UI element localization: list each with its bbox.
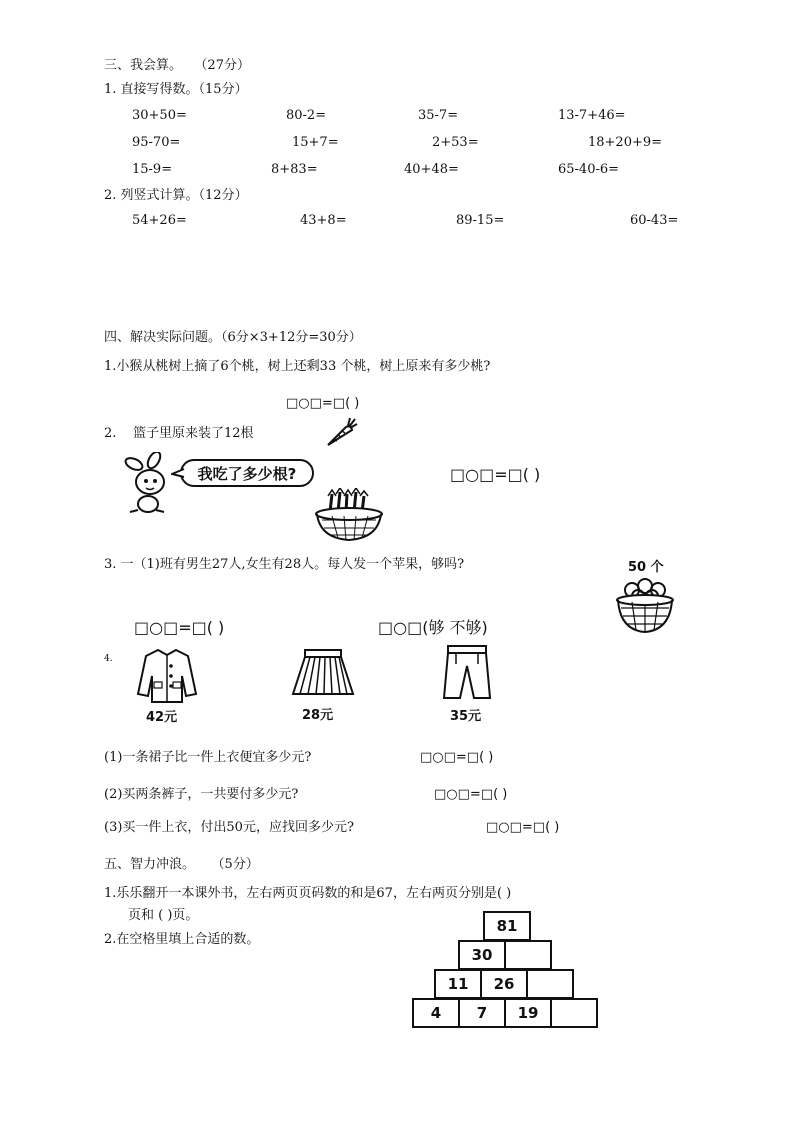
calc-item: 65-40-6= [558,162,620,177]
problem-2-number: 2. [104,426,117,441]
problem-4-q3: (3)买一件上衣，付出50元，应找回多少元? [104,820,354,835]
problem-4-f2: □○□=□( ) [434,787,508,802]
jacket-price: 42元 [146,710,178,725]
carrot-icon [322,415,358,449]
problem-3-formula-2: □○□(够 不够) [378,618,488,637]
pyramid-cell[interactable] [550,998,598,1028]
calc-item: 8+83= [271,162,318,177]
pyramid-cell[interactable] [504,940,552,970]
calc-item: 35-7= [418,108,459,123]
skirt-icon [291,648,355,698]
pyramid-cell: 30 [458,940,506,970]
calc-item: 40+48= [404,162,459,177]
vertical-calc-item: 43+8= [300,213,347,228]
section-5-q1-line1: 1.乐乐翻开一本课外书，左右两页页码数的和是67，左右两页分别是( ) [104,886,512,901]
apple-basket-icon [614,576,676,636]
section-5-title: 五、智力冲浪。 （5分） [104,857,259,872]
pyramid-cell: 4 [412,998,460,1028]
speech-bubble [180,459,314,487]
skirt-price: 28元 [302,708,334,723]
section-4-title: 四、解决实际问题。（6分×3+12分=30分） [104,330,362,345]
pyramid-cell: 81 [483,911,531,941]
speech-bubble-text: 我吃了多少根? [197,464,297,483]
carrot-basket-icon [312,488,386,544]
section-5-q2: 2.在空格里填上合适的数。 [104,932,260,947]
calc-item: 18+20+9= [588,135,663,150]
problem-1-formula: □○□=□( ) [286,396,360,411]
pyramid-cell: 7 [458,998,506,1028]
q1-label: 1. 直接写得数。（15分） [104,82,248,97]
q2-label: 2. 列竖式计算。（12分） [104,188,248,203]
pyramid-cell[interactable] [526,969,574,999]
problem-4-f3: □○□=□( ) [486,820,560,835]
problem-2-formula: □○□=□( ) [450,465,541,484]
calc-item: 15+7= [292,135,339,150]
calc-item: 95-70= [132,135,181,150]
problem-3-formula-1: □○□=□( ) [134,618,225,637]
calc-item: 15-9= [132,162,173,177]
problem-4-q1: (1)一条裙子比一件上衣便宜多少元? [104,750,312,765]
calc-item: 13-7+46= [558,108,626,123]
calc-item: 2+53= [432,135,479,150]
problem-4-f1: □○□=□( ) [420,750,494,765]
section-3-title: 三、我会算。 （27分） [104,58,250,73]
vertical-calc-item: 60-43= [630,213,679,228]
pyramid-cell: 11 [434,969,482,999]
problem-2-text: 篮子里原来装了12根 [133,426,254,441]
section-5-q1-line2: 页和 ( )页。 [128,908,199,923]
rabbit-icon [118,452,178,518]
problem-4-q2: (2)买两条裤子，一共要付多少元? [104,787,299,802]
problem-3-text: 3. 一（1)班有男生27人,女生有28人。每人发一个苹果，够吗? [104,557,465,572]
bubble-tail-icon [171,467,185,479]
calc-item: 30+50= [132,108,187,123]
calc-item: 80-2= [286,108,327,123]
pyramid-cell: 26 [480,969,528,999]
trousers-icon [442,644,494,702]
problem-4-number: 4. [104,654,113,664]
basket-label: 50 个 [628,560,664,575]
vertical-calc-item: 89-15= [456,213,505,228]
pyramid-cell: 19 [504,998,552,1028]
jacket-icon [134,646,200,704]
vertical-calc-item: 54+26= [132,213,187,228]
problem-1-text: 1.小猴从桃树上摘了6个桃，树上还剩33 个桃，树上原来有多少桃? [104,359,491,374]
trousers-price: 35元 [450,709,482,724]
